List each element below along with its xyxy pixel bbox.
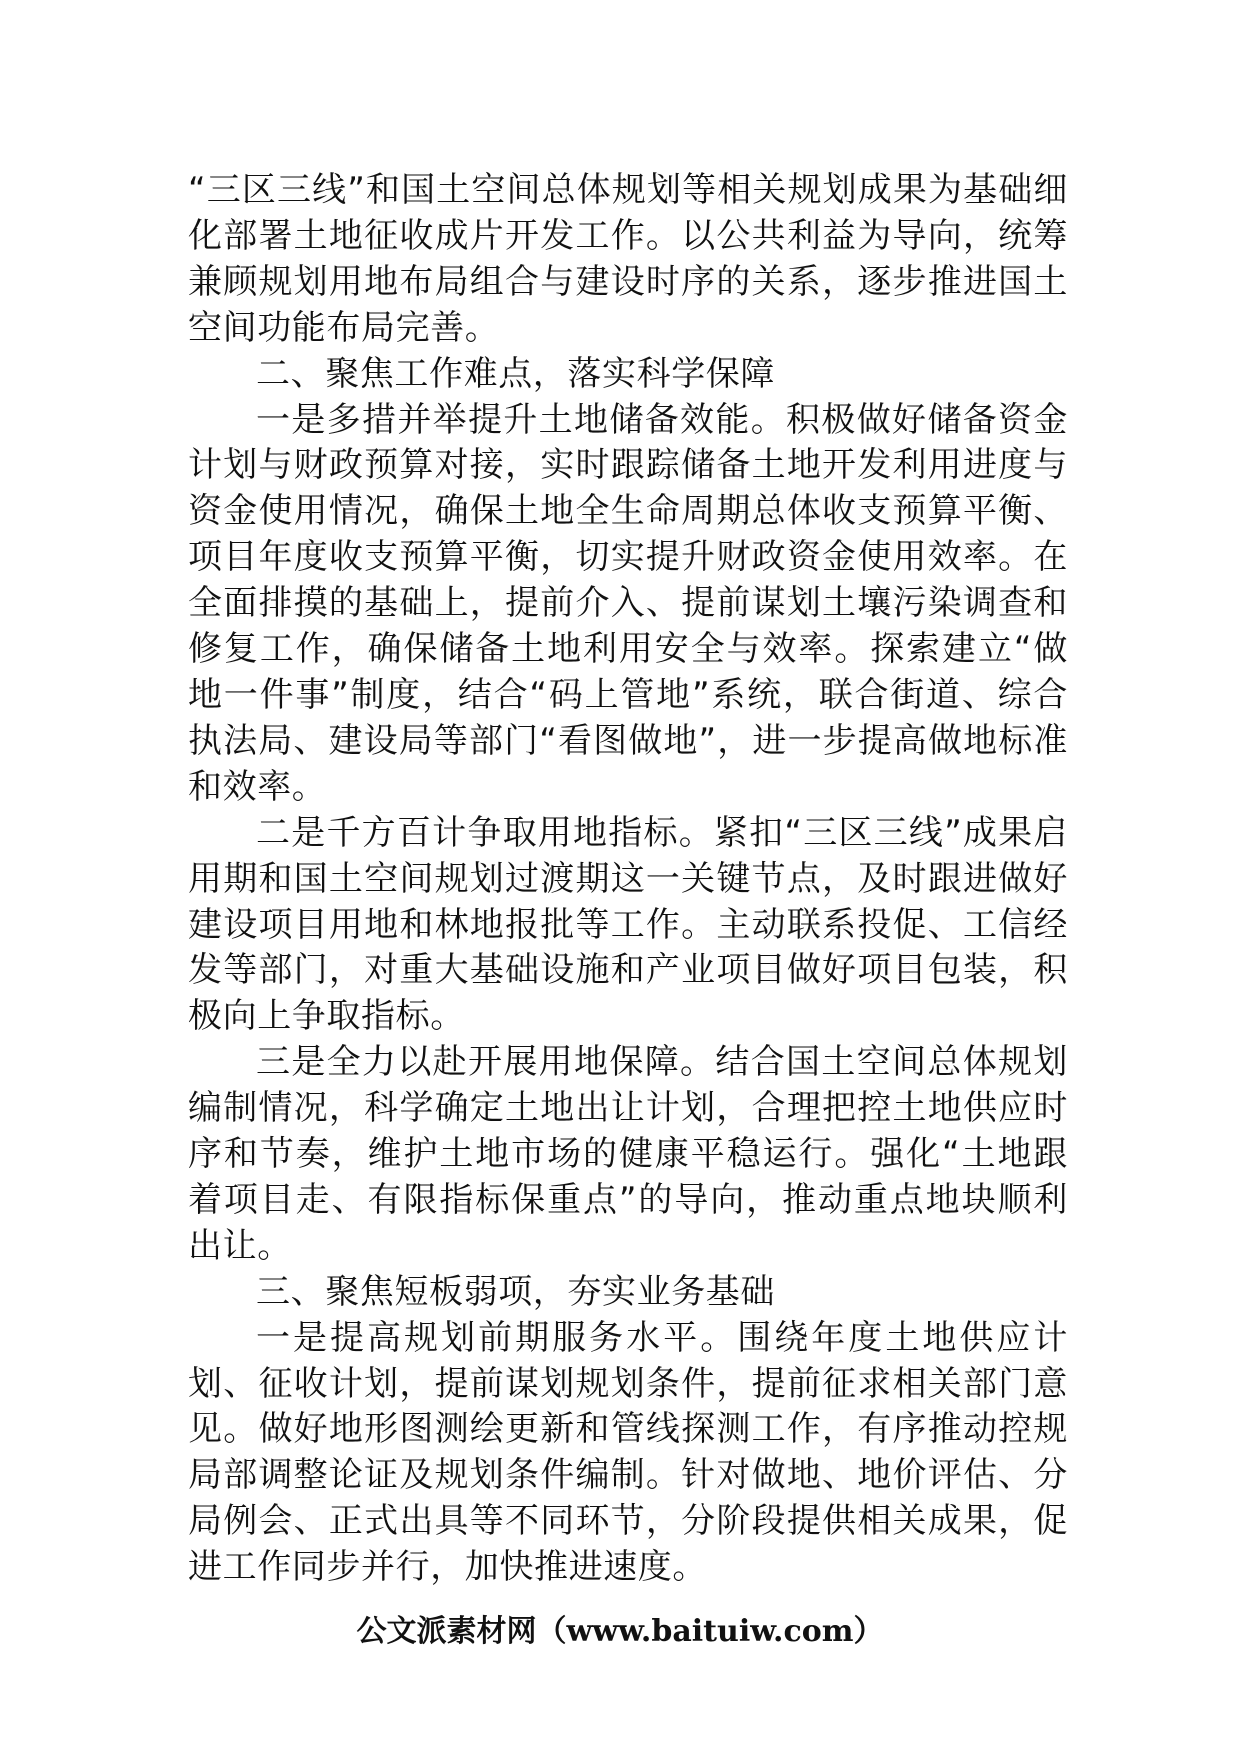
paragraph: 一是提高规划前期服务水平。围绕年度土地供应计划、征收计划，提前谋划规划条件，提前征求相关部门意见。做好地形图测绘更新和管线探测工作，有序推动控规局部调整论证及规划条件编制。针对做地、地价评估、分局例会、正式出具等不同环节，分阶段提供相关成果，促进工作同步并行，加快推进速度。 bbox=[188, 1317, 1068, 1588]
paragraph: 三是全力以赴开展用地保障。结合国土空间总体规划编制情况，科学确定土地出让计划，合理把控土地供应时序和节奏，维护土地市场的健康平稳运行。强化“土地跟着项目走、有限指标保重点”的导向，推动重点地块顺利出让。 bbox=[188, 1042, 1068, 1266]
paragraph: 二是千方百计争取用地指标。紧扣“三区三线”成果启用期和国土空间规划过渡期这一关键节点，及时跟进做好建设项目用地和林地报批等工作。主动联系投促、工信经发等部门，对重大基础设施和产业项目做好项目包装，积极向上争取指标。 bbox=[188, 812, 1068, 1037]
paragraph: 一是多措并举提升土地储备效能。积极做好储备资金计划与财政预算对接，实时跟踪储备土地开发利用进度与资金使用情况，确保土地全生命周期总体收支预算平衡、项目年度收支预算平衡，切实提升财政资金使用效率。在全面排摸的基础上，提前介入、提前谋划土壤污染调查和修复工作，确保储备土地利用安全与效率。探索建立“做地一件事”制度，结合“码上管地”系统，联合街道、综合执法局、建设局等部门“看图做地”，进一步提高做地标准和效率。 bbox=[188, 399, 1068, 807]
section-heading: 二、聚焦工作难点，落实科学保障 bbox=[256, 353, 775, 394]
page-footer: 公文派素材网（www.baituiw.com） bbox=[356, 1614, 884, 1649]
document-body bbox=[188, 168, 1068, 1591]
paragraph: “三区三线”和国土空间总体规划等相关规划成果为基础细化部署土地征收成片开发工作。以公共利益为导向，统筹兼顾规划用地布局组合与建设时序的关系，逐步推进国土空间功能布局完善。 bbox=[188, 170, 1068, 348]
section-heading: 三、聚焦短板弱项，夯实业务基础 bbox=[256, 1271, 775, 1312]
